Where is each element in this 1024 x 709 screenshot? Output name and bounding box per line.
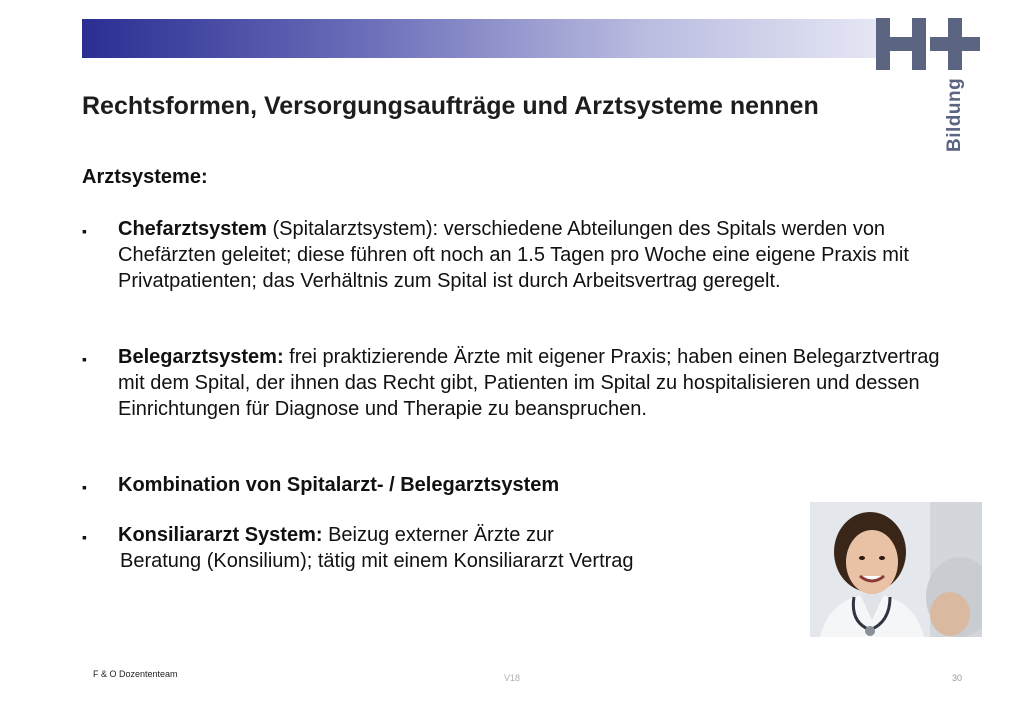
- bullet-marker: ▪: [82, 529, 87, 545]
- bullet-term: Belegarztsystem:: [118, 346, 284, 368]
- page-number: 30: [952, 673, 963, 683]
- bullet-term: Chefarztsystem: [118, 218, 267, 240]
- doctor-illustration: [810, 502, 982, 637]
- bullet-marker: ▪: [82, 479, 87, 495]
- bullet-term: Kombination von Spitalarzt- / Belegarztsystem: [118, 474, 560, 496]
- bullet-belegarztsystem: [82, 344, 942, 422]
- doctor-photo: [810, 502, 982, 637]
- bullet-marker: ▪: [82, 223, 87, 239]
- bullet-term: Konsiliararzt System:: [118, 524, 323, 546]
- bullet-text-continued: Beratung (Konsilium); tätig mit einem Konsiliararzt Vertrag: [120, 550, 634, 572]
- header-gradient-bar: [82, 19, 882, 58]
- section-heading: Arztsysteme:: [82, 166, 208, 188]
- footer-version: V18: [504, 673, 521, 683]
- page-title: Rechtsformen, Versorgungsaufträge und Arztsysteme nennen: [82, 92, 819, 120]
- bullet-text: (Spitalarztsystem): verschiedene Abteilungen des Spitals werden von Chefärzten geleitet; diese führen oft noch an 1.5 Tagen pro Woche eine eigene Praxis mit Privatpatienten; das Verhältnis zum Spital ist durch Arbeitsvertrag geregelt.: [118, 218, 909, 292]
- bullet-kombination: [82, 472, 942, 498]
- bullet-chefarztsystem: [82, 216, 942, 294]
- bullet-marker: ▪: [82, 351, 87, 367]
- bullet-text: Beizug externer Ärzte zur: [322, 524, 554, 546]
- footer-author: F & O Dozententeam: [93, 669, 178, 679]
- logo-subtitle: Bildung: [944, 77, 965, 152]
- bullet-text: frei praktizierende Ärzte mit eigener Praxis; haben einen Belegarztvertrag mit dem Spital, der ihnen das Recht gibt, Patienten im Spital zu hospitalisieren und dessen Einrichtungen für Diagnose und Therapie zu beanspruchen.: [118, 346, 940, 420]
